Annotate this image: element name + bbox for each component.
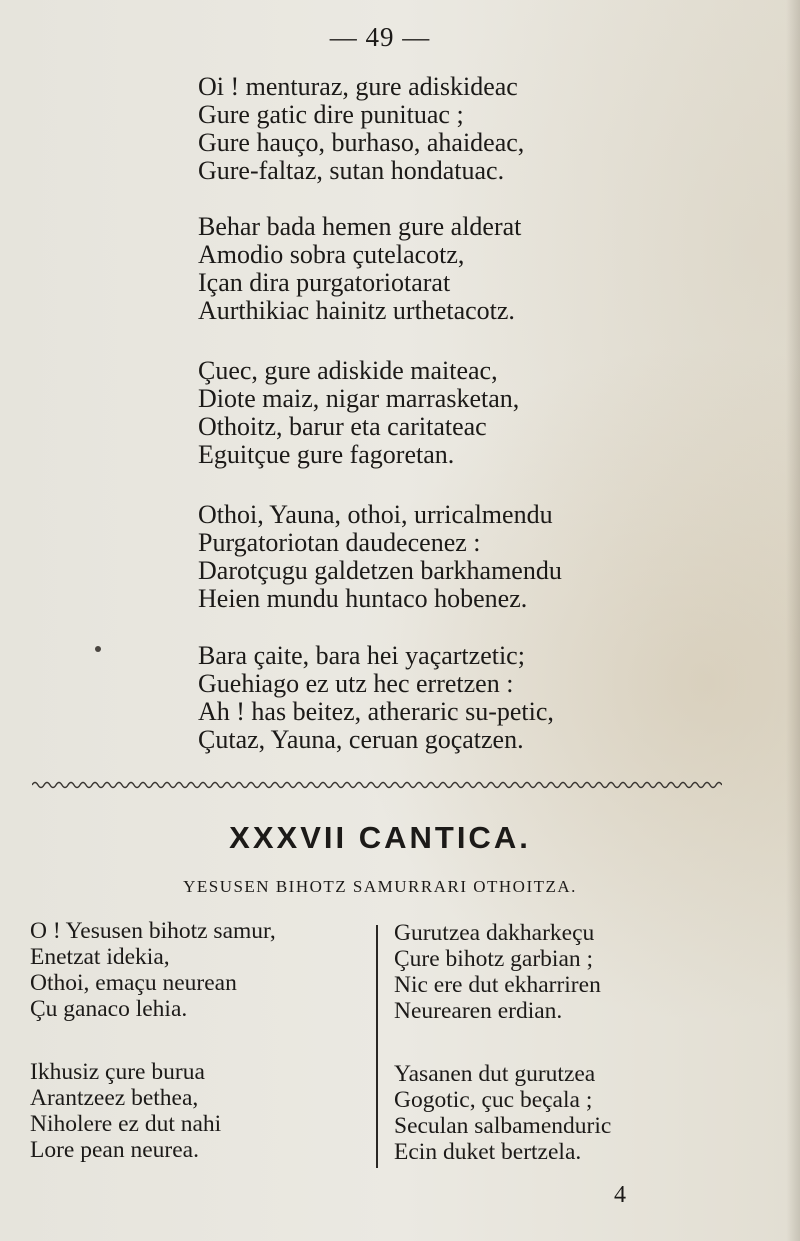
right-column-stanza-2 [394,1061,611,1165]
verse-line: Yasanen dut gurutzea [394,1061,596,1087]
verse-line: Ecin duket bertzela. [394,1139,582,1165]
verse-line: Heien mundu huntaco hobenez. [198,584,528,613]
verse-line: Bara çaite, bara hei yaçartzetic; [198,641,525,670]
wavy-separator-rule [32,778,722,792]
stanza-1 [198,73,658,185]
verse-line: Ikhusiz çure burua [30,1059,205,1085]
verse-line: Seculan salbamenduric [394,1113,612,1139]
page-edge-shadow [786,0,800,1241]
stanza-5 [198,642,658,754]
verse-line: Çure bihotz garbian ; [394,946,594,972]
verse-line: Çu ganaco lehia. [30,996,188,1022]
page-number: — 49 — [329,22,431,52]
verse-line: Enetzat idekia, [30,944,170,970]
verse-line: Arantzeez bethea, [30,1085,199,1111]
verse-line: Othoi, emaçu neurean [30,970,237,996]
verse-line: Gurutzea dakharkeçu [394,920,595,946]
verse-line: Gogotic, çuc beçala ; [394,1087,593,1113]
verse-line: Amodio sobra çutelacotz, [198,240,465,269]
stanza-3 [198,357,658,469]
signature-mark: 4 [614,1182,626,1208]
section-title: XXXVII CANTICA. [229,820,531,855]
verse-line: Gure gatic dire punituac ; [198,100,464,129]
verse-line: Eguitçue gure fagoretan. [198,440,455,469]
verse-line: Purgatoriotan daudecenez : [198,528,481,557]
verse-line: O ! Yesusen bihotz samur, [30,918,276,944]
stanza-2 [198,213,658,325]
left-column-stanza-2 [30,1059,221,1163]
ink-dot-mark [95,646,101,652]
verse-line: Gure hauço, burhaso, ahaideac, [198,128,525,157]
verse-line: Çuec, gure adiskide maiteac, [198,356,498,385]
verse-line: Gure-faltaz, sutan hondatuac. [198,156,505,185]
verse-line: Nic ere dut ekharriren [394,972,601,998]
verse-line: Ah ! has beitez, atheraric su-petic, [198,697,554,726]
verse-line: Lore pean neurea. [30,1137,199,1163]
right-column-stanza-1 [394,920,601,1024]
verse-line: Aurthikiac hainitz urthetacotz. [198,296,515,325]
verse-line: Behar bada hemen gure alderat [198,212,522,241]
verse-line: Niholere ez dut nahi [30,1111,222,1137]
verse-line: Içan dira purgatoriotarat [198,268,451,297]
verse-line: Othoitz, barur eta caritateac [198,412,487,441]
verse-line: Guehiago ez utz hec erretzen : [198,669,514,698]
verse-line: Neurearen erdian. [394,998,563,1024]
verse-line: Darotçugu galdetzen barkhamendu [198,556,562,585]
stanza-4 [198,501,658,613]
section-subtitle: YESUSEN BIHOTZ SAMURRARI OTHOITZA. [183,877,577,896]
verse-line: Oi ! menturaz, gure adiskideac [198,72,518,101]
left-column-stanza-1 [30,918,276,1022]
verse-line: Diote maiz, nigar marrasketan, [198,384,520,413]
column-divider [376,925,378,1168]
verse-line: Çutaz, Yauna, ceruan goçatzen. [198,725,524,754]
verse-line: Othoi, Yauna, othoi, urricalmendu [198,500,553,529]
